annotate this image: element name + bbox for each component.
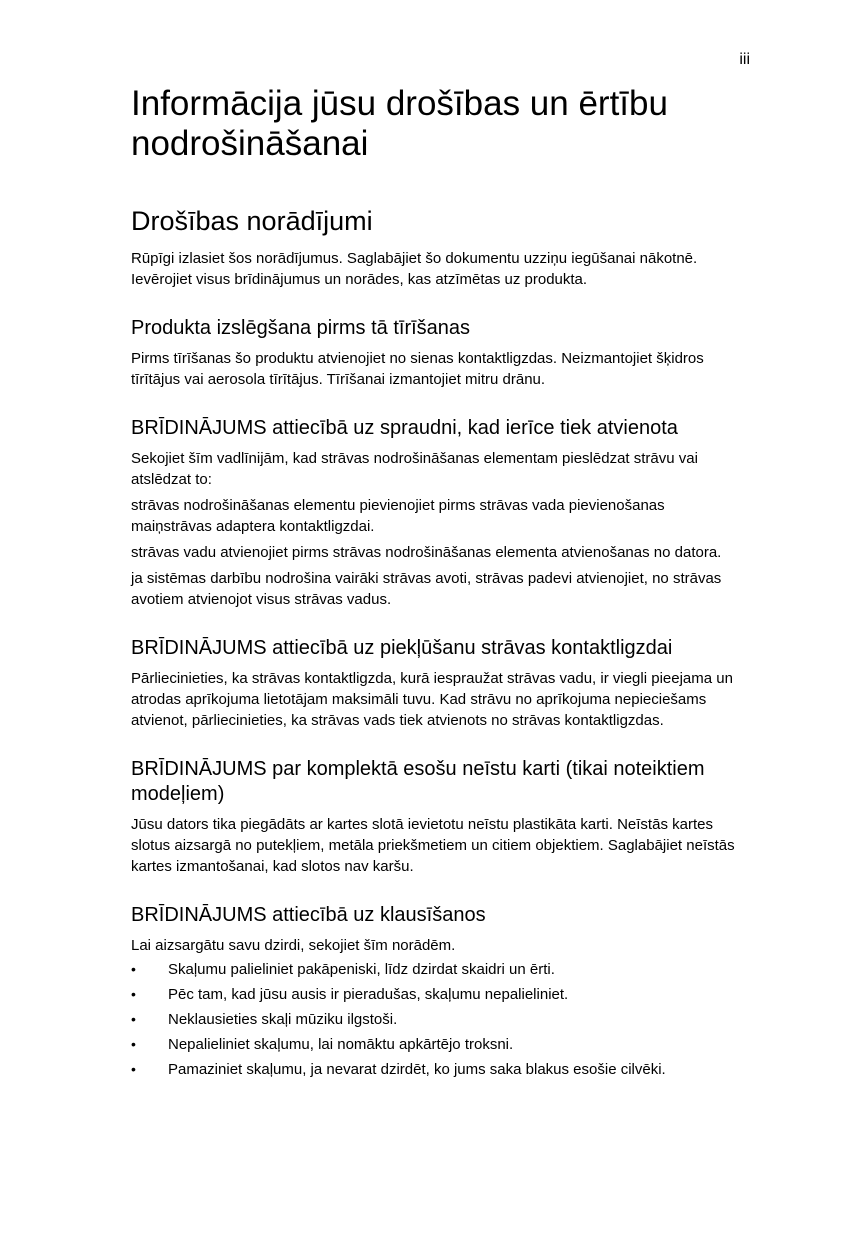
- section-heading: BRĪDINĀJUMS attiecībā uz klausīšanos: [131, 904, 486, 926]
- paragraph: strāvas vadu atvienojiet pirms strāvas nodrošināšanas elementa atvienošanas no datora.: [131, 544, 722, 561]
- section-plug-warning: [131, 416, 746, 610]
- paragraph: Pirms tīrīšanas šo produktu atvienojiet no sienas kontaktligzdas. Neizmantojiet šķidros tīrītājus vai aerosola tīrītājus. Tīrīšanai izmantojiet mitru drānu.: [131, 350, 704, 388]
- paragraph: Lai aizsargātu savu dzirdi, sekojiet šīm norādēm.: [131, 937, 456, 954]
- paragraph: Sekojiet šīm vadlīnijām, kad strāvas nodrošināšanas elementam pieslēdzat strāvu vai atslēdzat to:: [131, 450, 698, 488]
- list-item: [131, 959, 746, 980]
- paragraph: ja sistēmas darbību nodrošina vairāki strāvas avoti, strāvas padevi atvienojiet, no strāvas avotiem atvienojot visus strāvas vadus.: [131, 570, 722, 608]
- list-item-text: Nepalieliniet skaļumu, lai nomāktu apkārtējo troksni.: [168, 1036, 514, 1053]
- document-body: [131, 84, 746, 1084]
- paragraph: Pārliecinieties, ka strāvas kontaktligzda, kurā iespraužat strāvas vadu, ir viegli pieejama un atrodas aprīkojuma lietotājam maksimāli tuvu. Kad strāvu no aprīkojuma nepieciešams atvienot, pārliecinieties, ka strāvas vads tiek atvienots no strāvas kontaktligzdas.: [131, 670, 733, 729]
- page-title: Informācija jūsu drošības un ērtību nodrošināšanai: [131, 84, 668, 163]
- list-item-text: Pamaziniet skaļumu, ja nevarat dzirdēt, ko jums saka blakus esošie cilvēki.: [168, 1061, 666, 1078]
- section-title: Drošības norādījumi: [131, 206, 373, 236]
- section-listening: [131, 903, 746, 1080]
- section-cleaning: [131, 316, 746, 390]
- list-item: [131, 1009, 746, 1030]
- list-item-text: Skaļumu palieliniet pakāpeniski, līdz dzirdat skaidri un ērti.: [168, 961, 555, 978]
- bullet-icon: •: [131, 986, 136, 1002]
- section-outlet-access: [131, 636, 746, 731]
- section-heading: BRĪDINĀJUMS attiecībā uz spraudni, kad ierīce tiek atvienota: [131, 417, 678, 439]
- page-number: iii: [739, 51, 750, 68]
- paragraph: Jūsu dators tika piegādāts ar kartes slotā ievietotu neīstu plastikāta karti. Neīstās kartes slotus aizsargā no putekļiem, metāla priekšmetiem un citiem objektiem. Saglabājiet neīstās kartes izmantošanai, kad slotos nav karšu.: [131, 816, 735, 875]
- bullet-icon: •: [131, 1061, 136, 1077]
- bullet-icon: •: [131, 961, 136, 977]
- paragraph: strāvas nodrošināšanas elementu pievienojiet pirms strāvas vada pievienošanas maiņstrāvas adaptera kontaktligzdai.: [131, 497, 665, 535]
- list-item: [131, 984, 746, 1005]
- list-item-text: Pēc tam, kad jūsu ausis ir pieradušas, skaļumu nepalieliniet.: [168, 986, 569, 1003]
- listening-tips-list: [131, 959, 746, 1080]
- list-item-text: Neklausieties skaļi mūziku ilgstoši.: [168, 1011, 398, 1028]
- section-heading: BRĪDINĀJUMS par komplektā esošu neīstu karti (tikai noteiktiem modeļiem): [131, 758, 705, 805]
- list-item: [131, 1034, 746, 1055]
- bullet-icon: •: [131, 1036, 136, 1052]
- list-item: [131, 1059, 746, 1080]
- section-dummy-card: [131, 757, 746, 877]
- section-heading: Produkta izslēgšana pirms tā tīrīšanas: [131, 317, 471, 339]
- section-heading: BRĪDINĀJUMS attiecībā uz piekļūšanu strāvas kontaktligzdai: [131, 637, 673, 659]
- intro-paragraph: Rūpīgi izlasiet šos norādījumus. Saglabājiet šo dokumentu uzziņu iegūšanai nākotnē. Ievērojiet visus brīdinājumus un norādes, kas atzīmētas uz produkta.: [131, 250, 698, 288]
- bullet-icon: •: [131, 1011, 136, 1027]
